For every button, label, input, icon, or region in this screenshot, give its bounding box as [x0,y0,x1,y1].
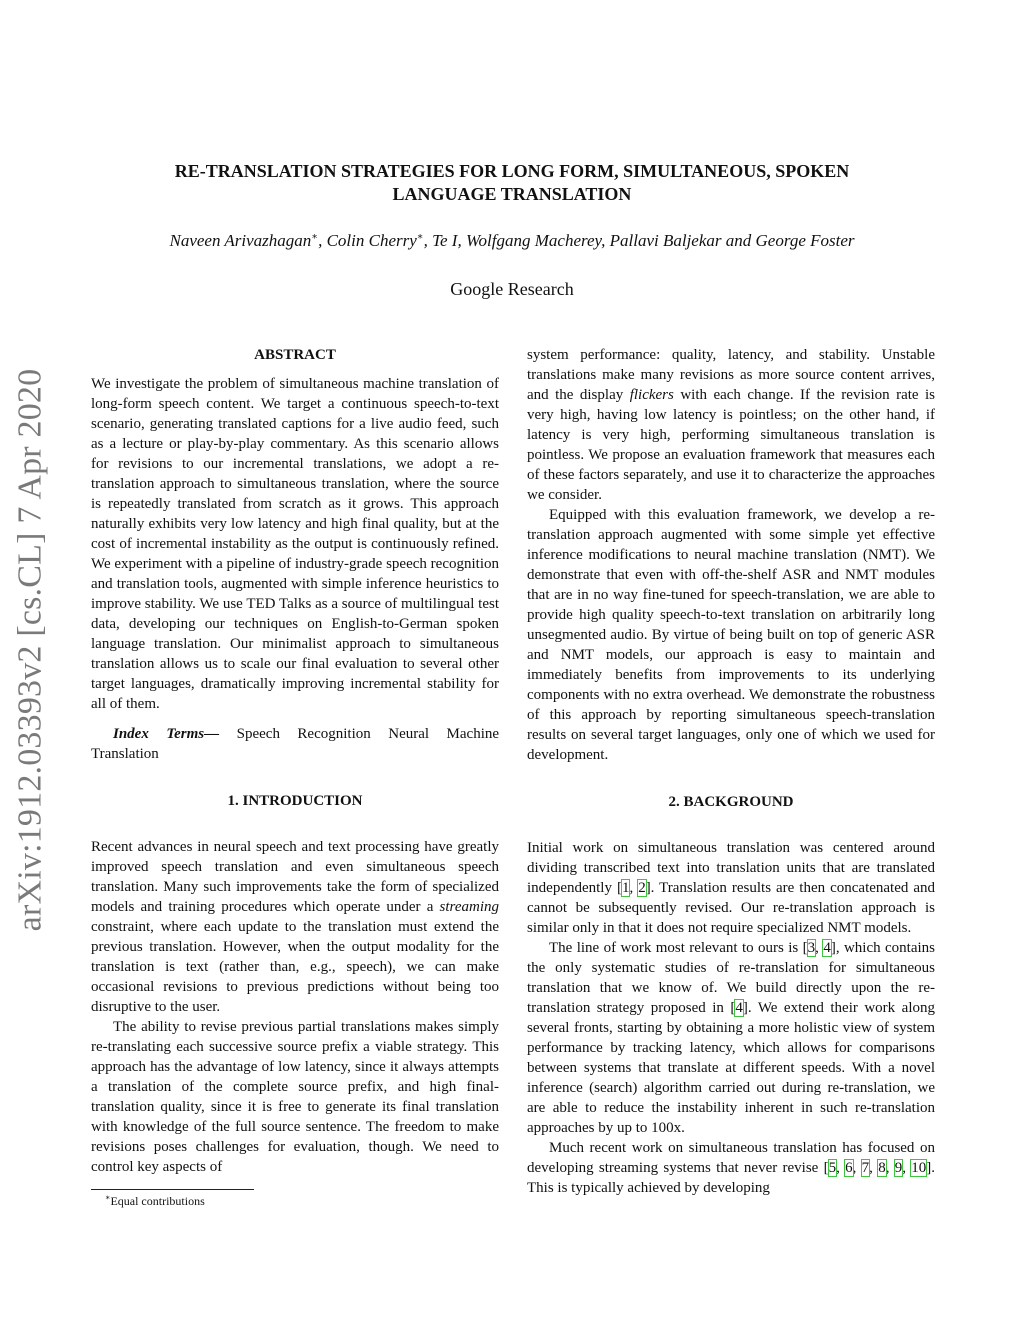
author-list: Naveen Arivazhagan∗, Colin Cherry∗, Te I, Wolfgang Macherey, Pallavi Baljekar and George Foster [169,231,855,250]
other-authors: Te I, Wolfgang Macherey, Pallavi Baljekar and George Foster [432,231,855,250]
citation-link[interactable]: 3 [807,940,816,956]
background-paragraph-3: Much recent work on simultaneous translation has focused on developing streaming systems that never revise [5, 6, 7, 8, 9, 10]. This is typically achieved by developing [527,1140,936,1196]
citation-link[interactable]: 5 [828,1160,837,1176]
affiliation: Google Research [450,279,574,299]
left-column [91,345,499,1177]
arxiv-identifier-text: arXiv:1912.03393v2 [cs.CL] 7 Apr 2020 [11,368,48,932]
paper-title [100,160,924,206]
bg-p2-text-a: The line of work most relevant to ours is [ [549,940,808,956]
background-paragraph-2: The line of work most relevant to ours is [3, 4], which contains the only systematic studies of re-translation for simultaneous translation that we know of. We build directly upon the re-translation strategy proposed in [4]. We extend their work along several fronts, starting by obtaining a more holistic view of system performance by tracking latency, which allows for comparisons between systems that translate at different speeds. With a novel inference (search) algorithm carried out during re-translation, we are able to reduce the instability inherent in such re-translation approaches by up to 100x. [527,940,936,1136]
citation-link[interactable]: 10 [911,1160,927,1176]
intro-p3-text-b: with each change. If the revision rate is very high, having low latency is pointless; on the other hand, if latency is very high, performing simultaneous translation is pointless. We propose an evaluation framework that measures each of these factors separately, and use it to characterize the approaches we consider. [527,387,936,503]
index-terms [91,724,499,764]
title-line-2: LANGUAGE TRANSLATION [392,184,632,204]
background-paragraph-1: Initial work on simultaneous translation was centered around dividing transcribed text into translation units that are translated independently [1, 2]. Translation results are then concatenated and cannot be subsequently revised. Our re-translation approach is similar only in that it does not require specialized NMT models. [527,840,936,936]
equal-contribution-marker: ∗ [311,231,319,243]
bg-p2-text-b: ], which contains the only systematic studies of re-translation for simultaneous translation that we know of. We build directly upon the re-translation strategy proposed in [ [527,940,936,1016]
citation-link[interactable]: 4 [823,940,831,956]
bg-p1-text-b: ]. Translation results are then concatenated and cannot be subsequently revised. Our re-translation approach is similar only in that it does not require specialized NMT models. [527,880,936,936]
intro-paragraph-1 [91,837,499,1017]
footnote-text: Equal contributions [110,1194,205,1208]
introduction-heading: 1. INTRODUCTION [227,793,363,809]
abstract-heading: ABSTRACT [254,347,336,363]
intro-p1-text-a: Recent advances in neural speech and text processing have greatly improved speech translation and even simultaneous speech translation. Many such improvements take the form of specialized models and training procedures which operate under a [91,839,499,915]
bg-p3-text-a: Much recent work on simultaneous translation has focused on developing streaming systems that never revise [ [527,1140,935,1176]
citation-link[interactable]: 6 [845,1160,853,1176]
index-terms-label: Index Terms— [113,726,220,742]
intro-p1-emphasis: streaming [439,899,499,915]
intro-paragraph-4: Equipped with this evaluation framework, we develop a re-translation approach augmented with some simple yet effective inference modifications to neural machine translation (NMT). We demonstrate that even with off-the-shelf ASR and NMT modules that are in no way fine-tuned for speech-translation, we are able to provide high quality speech-to-text translation on arbitrarily long unsegmented audio. By virtue of being built on top of generic ASR and NMT models, our approach is easy to maintain and immediately benefits from improvements to its underlying components with no extra overhead. We demonstrate the robustness of this approach by reporting simultaneous speech-translation results on several target languages, only one of which we used for development. [527,507,935,763]
background-heading: 2. BACKGROUND [668,794,794,810]
intro-p3-text-a: system performance: quality, latency, and stability. Unstable translations make many revisions as more source content arrives, and the display [527,347,935,403]
index-terms-text: Speech Recognition Neural Machine Translation [91,726,500,762]
citation-link[interactable]: 7 [861,1160,870,1176]
arxiv-identifier [12,365,48,935]
citation-link[interactable]: 2 [638,880,646,896]
citation-link[interactable]: 1 [621,880,630,896]
title-line-1: RE-TRANSLATION STRATEGIES FOR LONG FORM, SIMULTANEOUS, SPOKEN [174,161,850,181]
citation-link[interactable]: 4 [735,1000,743,1016]
author-2: Colin Cherry [326,231,417,250]
intro-p3-emphasis: flickers [629,387,674,403]
intro-paragraph-3 [527,345,935,505]
footnote-marker: ∗ [105,1193,111,1202]
intro-paragraph-2: The ability to revise previous partial translations makes simply re-translating each successive source prefix a viable strategy. This approach has the advantage of low latency, since it always attempts a translation of the complete source prefix, and high final-translation quality, since it is free to generate its final translation with knowledge of the full source sentence. The freedom to make revisions poses challenges for evaluation, though. We need to control key aspects of [91,1019,499,1175]
bg-p2-text-c: ]. We extend their work along several fronts, starting by obtaining a more holistic view of system performance by tracking latency, which allows for comparisons between systems that translate at different speeds. With a novel inference (search) algorithm carried out during re-translation, we are able to reduce the instability inherent in such re-translation approaches by up to 100x. [527,1000,935,1136]
equal-contribution-marker: ∗ [416,231,424,243]
footnote-divider [91,1189,254,1190]
bg-p3-text-b: ]. This is typically achieved by developing [527,1160,936,1196]
author-1: Naveen Arivazhagan [169,231,312,250]
footnote [105,1194,205,1209]
intro-p1-text-b: constraint, where each update to the translation must extend the previous translation. However, when the output modality for the translation is text (rather than, e.g., speech), we can make occasional revisions to previous predictions without being too disruptive to the user. [91,919,499,1015]
abstract-text: We investigate the problem of simultaneous machine translation of long-form speech content. We target a continuous speech-to-text scenario, generating translated captions for a live audio feed, such as a lecture or play-by-play commentary. As this scenario allows for revisions to our incremental translations, we adopt a re-translation approach to simultaneous translation, where the source is repeatedly translated from scratch as it grows. This approach naturally exhibits very low latency and high final quality, but at the cost of incremental instability as the output is continuously refined. We experiment with a pipeline of industry-grade speech recognition and translation tools, augmented with simple inference heuristics to improve stability. We use TED Talks as a source of multilingual test data, developing our techniques on English-to-German spoken language translation. Our minimalist approach to simultaneous translation allows us to scale our final evaluation to several other target languages, dramatically improving incremental stability for all of them. [91,376,499,712]
bg-p1-text-a: Initial work on simultaneous translation was centered around dividing transcribed text into translation units that are translated independently [ [527,840,935,896]
right-column [527,345,935,1198]
citation-link[interactable]: 8 [878,1160,886,1176]
citation-link[interactable]: 9 [894,1160,903,1176]
